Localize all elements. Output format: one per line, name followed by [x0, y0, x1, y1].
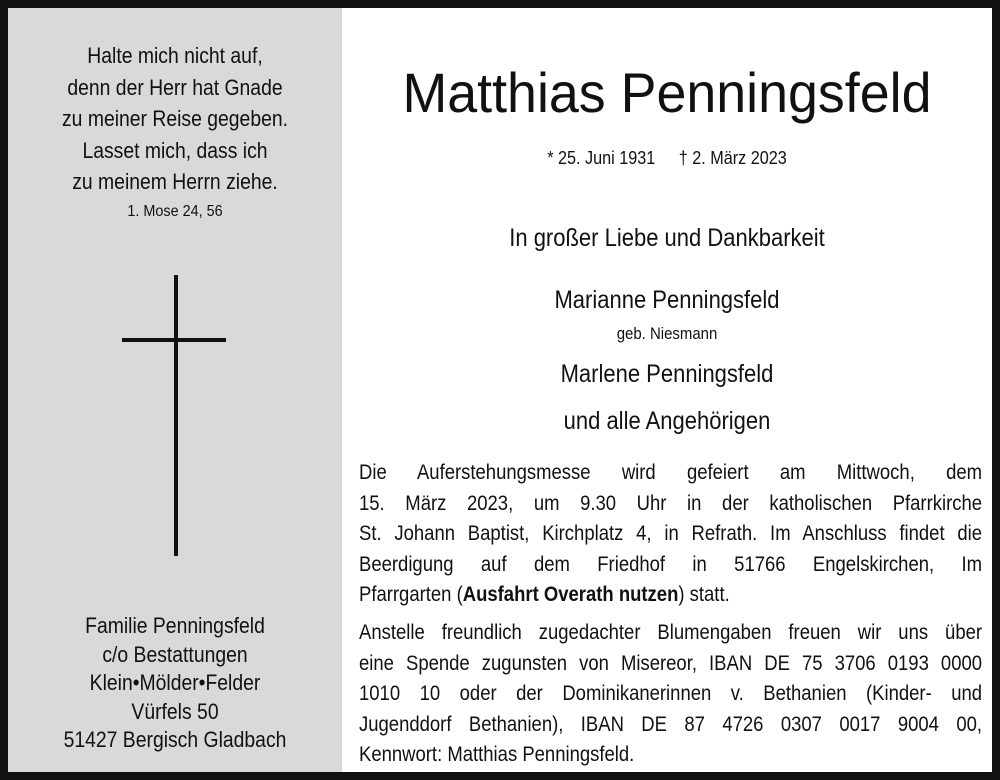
address-line: Vürfels 50 [131, 698, 219, 724]
main-content [342, 8, 992, 772]
family-address [28, 612, 322, 755]
mourner-name: Marianne Penningsfeld [554, 286, 780, 314]
death-date: † 2. März 2023 [678, 148, 787, 168]
verse-line: Halte mich nicht auf, [87, 43, 263, 68]
service-line: Beerdigung auf dem Friedhof in 51766 Engelskirchen, Im [359, 552, 983, 576]
service-paragraph [359, 458, 982, 611]
verse-line: denn der Herr hat Gnade [67, 74, 283, 100]
service-line: St. Johann Baptist, Kirchplatz 4, in Refrath. Im Anschluss findet die [359, 522, 983, 545]
address-line: c/o Bestattungen [102, 641, 248, 667]
verse-line: Lasset mich, dass ich [82, 137, 268, 163]
address-line: Klein•Mölder•Felder [89, 670, 261, 695]
intro-line: In großer Liebe und Dankbarkeit [509, 224, 825, 252]
donation-line: Kennwort: Matthias Penningsfeld. [359, 743, 635, 766]
donation-line: 1010 10 oder der Dominikanerinnen v. Bethanien (Kinder- und [359, 682, 983, 705]
address-line: Familie Penningsfeld [85, 613, 265, 638]
service-text: ) statt. [678, 583, 730, 606]
directions-note: Ausfahrt Overath nutzen [462, 583, 679, 606]
address-line: 51427 Bergisch Gladbach [63, 727, 287, 752]
verse-line: zu meinem Herrn ziehe. [72, 169, 278, 194]
sidebar-panel [8, 8, 342, 772]
mourner-others: und alle Angehörigen [563, 407, 771, 435]
mourner-name: Marlene Penningsfeld [560, 360, 774, 388]
service-text: Pfarrgarten ( [359, 583, 463, 606]
donation-line: Jugenddorf Bethanien), IBAN DE 87 4726 0307 0017 9004 00, [359, 712, 983, 736]
donation-line: Anstelle freundlich zugedachter Blumengaben freuen wir uns über [359, 621, 983, 644]
service-line: 15. März 2023, um 9.30 Uhr in der katholischen Pfarrkirche [359, 491, 983, 515]
donation-paragraph [359, 618, 982, 771]
bible-verse [28, 40, 322, 198]
verse-reference: 1. Mose 24, 56 [127, 203, 223, 220]
life-dates [375, 148, 960, 169]
mourner-maiden-name: geb. Niesmann [616, 324, 718, 343]
deceased-name: Matthias Penningsfeld [402, 61, 932, 124]
service-line: Die Auferstehungsmesse wird gefeiert am Mittwoch, dem [359, 461, 983, 484]
verse-line: zu meiner Reise gegeben. [61, 106, 288, 131]
birth-date: * 25. Juni 1931 [547, 148, 656, 168]
service-line [359, 580, 982, 611]
donation-line: eine Spende zugunsten von Misereor, IBAN DE 75 3706 0193 0000 [359, 651, 983, 675]
